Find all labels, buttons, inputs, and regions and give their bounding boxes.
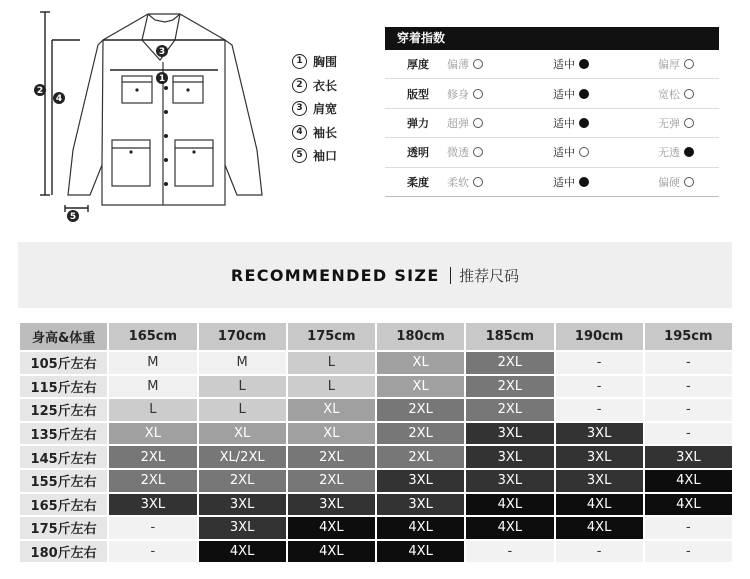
- fit-option-label: 适中: [553, 175, 575, 189]
- fit-option-label: 偏硬: [658, 175, 680, 189]
- fit-option-label: 无透: [658, 146, 680, 160]
- size-cell: 3XL: [199, 517, 286, 539]
- size-cell: 4XL: [645, 470, 732, 492]
- size-cell: 2XL: [377, 446, 464, 468]
- fit-option-label: 无弹: [658, 116, 680, 130]
- filled-circle-icon: [579, 177, 589, 187]
- table-row: [20, 541, 732, 563]
- fit-option-label: 宽松: [658, 87, 680, 101]
- size-cell: 3XL: [109, 494, 196, 516]
- empty-circle-icon: [473, 59, 483, 69]
- empty-circle-icon: [473, 147, 483, 157]
- size-cell: 2XL: [466, 352, 553, 374]
- svg-text:2: 2: [36, 86, 44, 96]
- size-cell: -: [466, 541, 553, 563]
- fit-option-label: 适中: [553, 58, 575, 72]
- svg-text:3: 3: [158, 47, 166, 57]
- fit-row: [385, 50, 719, 79]
- fit-index-title: 穿着指数: [385, 27, 719, 50]
- jacket-measurement-diagram: [0, 0, 300, 235]
- empty-circle-icon: [473, 118, 483, 128]
- fit-option: [553, 144, 589, 160]
- height-column-header: 165cm: [109, 323, 196, 350]
- empty-circle-icon: [579, 147, 589, 157]
- banner-divider: [450, 267, 452, 284]
- size-cell: M: [199, 352, 286, 374]
- weight-row-header: 145斤左右: [20, 446, 107, 468]
- table-row: [20, 423, 732, 445]
- legend-label: 衣长: [313, 78, 338, 93]
- fit-option: [447, 115, 483, 131]
- legend-number: 4: [292, 125, 307, 140]
- weight-row-header: 115斤左右: [20, 376, 107, 398]
- fit-option: [447, 86, 483, 102]
- size-cell: -: [556, 541, 643, 563]
- legend-number: 5: [292, 148, 307, 163]
- legend-label: 胸围: [313, 55, 338, 70]
- table-row: [20, 470, 732, 492]
- empty-circle-icon: [473, 89, 483, 99]
- size-cell: 4XL: [556, 494, 643, 516]
- height-column-header: 180cm: [377, 323, 464, 350]
- size-cell: 3XL: [556, 423, 643, 445]
- fit-option: [553, 56, 589, 72]
- legend-label: 袖口: [313, 149, 338, 164]
- filled-circle-icon: [684, 147, 694, 157]
- svg-text:5: 5: [69, 212, 77, 222]
- size-cell: -: [645, 423, 732, 445]
- fit-option: [553, 174, 589, 190]
- size-cell: 3XL: [377, 470, 464, 492]
- fit-option-label: 适中: [553, 146, 575, 160]
- size-cell: 3XL: [377, 494, 464, 516]
- recommended-size-banner: [18, 242, 732, 308]
- size-cell: -: [645, 399, 732, 421]
- fit-row: [385, 138, 719, 167]
- legend-item: [292, 97, 382, 121]
- size-cell: 4XL: [288, 541, 375, 563]
- fit-option-label: 偏厚: [658, 58, 680, 72]
- size-cell: XL: [109, 423, 196, 445]
- height-column-header: 175cm: [288, 323, 375, 350]
- size-cell: 4XL: [466, 494, 553, 516]
- size-cell: 2XL: [466, 376, 553, 398]
- size-cell: 3XL: [466, 470, 553, 492]
- table-row: [20, 399, 732, 421]
- table-row: [20, 446, 732, 468]
- empty-circle-icon: [684, 59, 694, 69]
- size-cell: 4XL: [466, 517, 553, 539]
- size-cell: -: [109, 541, 196, 563]
- size-cell: 2XL: [288, 470, 375, 492]
- size-cell: 4XL: [556, 517, 643, 539]
- filled-circle-icon: [579, 118, 589, 128]
- size-table-header: [20, 323, 732, 350]
- size-cell: 2XL: [288, 446, 375, 468]
- size-cell: L: [199, 376, 286, 398]
- fit-option-label: 偏薄: [447, 58, 469, 72]
- size-cell: 3XL: [556, 470, 643, 492]
- fit-option-label: 适中: [553, 87, 575, 101]
- table-row: [20, 517, 732, 539]
- fit-option: [658, 86, 694, 102]
- legend-item: [292, 121, 382, 145]
- size-cell: XL: [377, 352, 464, 374]
- size-cell: 3XL: [466, 423, 553, 445]
- size-cell: -: [645, 376, 732, 398]
- height-column-header: 185cm: [466, 323, 553, 350]
- height-column-header: 195cm: [645, 323, 732, 350]
- size-cell: 4XL: [645, 494, 732, 516]
- height-column-header: 190cm: [556, 323, 643, 350]
- fit-row: [385, 168, 719, 197]
- fit-attribute-label: 弹力: [407, 116, 429, 130]
- weight-row-header: 175斤左右: [20, 517, 107, 539]
- fit-index-panel: [385, 27, 719, 197]
- fit-row: [385, 79, 719, 108]
- size-cell: 3XL: [645, 446, 732, 468]
- size-cell: XL: [199, 423, 286, 445]
- fit-option-label: 微透: [447, 146, 469, 160]
- size-cell: 2XL: [377, 423, 464, 445]
- legend-label: 袖长: [313, 125, 338, 140]
- empty-circle-icon: [473, 177, 483, 187]
- fit-option: [658, 144, 694, 160]
- legend-number: 1: [292, 54, 307, 69]
- table-row: [20, 494, 732, 516]
- legend-number: 2: [292, 78, 307, 93]
- size-cell: 4XL: [199, 541, 286, 563]
- size-cell: 2XL: [466, 399, 553, 421]
- legend-label: 肩宽: [313, 102, 338, 117]
- size-cell: 3XL: [288, 494, 375, 516]
- size-cell: XL: [288, 399, 375, 421]
- size-recommendation-table: [18, 321, 734, 564]
- filled-circle-icon: [579, 59, 589, 69]
- size-cell: 2XL: [377, 399, 464, 421]
- size-cell: 2XL: [109, 470, 196, 492]
- weight-row-header: 125斤左右: [20, 399, 107, 421]
- weight-row-header: 135斤左右: [20, 423, 107, 445]
- fit-option-label: 修身: [447, 87, 469, 101]
- size-cell: 3XL: [199, 494, 286, 516]
- fit-row: [385, 109, 719, 138]
- legend-item: [292, 74, 382, 98]
- weight-row-header: 180斤左右: [20, 541, 107, 563]
- fit-attribute-label: 版型: [407, 87, 429, 101]
- size-cell: 3XL: [466, 446, 553, 468]
- size-cell: -: [556, 399, 643, 421]
- table-row: [20, 352, 732, 374]
- size-cell: 4XL: [377, 541, 464, 563]
- size-cell: -: [645, 541, 732, 563]
- size-cell: -: [556, 376, 643, 398]
- size-cell: 2XL: [109, 446, 196, 468]
- size-cell: -: [645, 517, 732, 539]
- size-cell: 4XL: [377, 517, 464, 539]
- legend-item: [292, 50, 382, 74]
- fit-attribute-label: 厚度: [407, 58, 429, 72]
- fit-option: [658, 56, 694, 72]
- size-cell: M: [109, 376, 196, 398]
- size-cell: XL: [288, 423, 375, 445]
- size-cell: L: [288, 352, 375, 374]
- height-column-header: 170cm: [199, 323, 286, 350]
- svg-text:4: 4: [55, 94, 63, 104]
- fit-option: [447, 144, 483, 160]
- size-cell: 2XL: [199, 470, 286, 492]
- fit-option: [658, 115, 694, 131]
- svg-text:1: 1: [158, 74, 166, 84]
- fit-attribute-label: 透明: [407, 146, 429, 160]
- fit-option: [658, 174, 694, 190]
- fit-option: [447, 174, 483, 190]
- weight-row-header: 165斤左右: [20, 494, 107, 516]
- table-row: [20, 376, 732, 398]
- size-cell: L: [288, 376, 375, 398]
- weight-row-header: 105斤左右: [20, 352, 107, 374]
- empty-circle-icon: [684, 89, 694, 99]
- fit-option-label: 适中: [553, 116, 575, 130]
- weight-row-header: 155斤左右: [20, 470, 107, 492]
- legend-number: 3: [292, 101, 307, 116]
- legend-item: [292, 144, 382, 168]
- size-cell: -: [556, 352, 643, 374]
- fit-option: [553, 86, 589, 102]
- banner-title-en: RECOMMENDED SIZE: [230, 265, 440, 285]
- size-table-corner-header: 身高&体重: [20, 323, 107, 350]
- banner-title-cn: 推荐尺码: [459, 266, 520, 285]
- empty-circle-icon: [684, 177, 694, 187]
- size-cell: -: [645, 352, 732, 374]
- size-cell: L: [109, 399, 196, 421]
- size-cell: 3XL: [556, 446, 643, 468]
- empty-circle-icon: [684, 118, 694, 128]
- fit-option-label: 柔软: [447, 175, 469, 189]
- fit-option-label: 超弹: [447, 116, 469, 130]
- size-cell: 4XL: [288, 517, 375, 539]
- size-cell: XL/2XL: [199, 446, 286, 468]
- measurement-legend: [292, 50, 382, 168]
- filled-circle-icon: [579, 89, 589, 99]
- size-cell: -: [109, 517, 196, 539]
- fit-attribute-label: 柔度: [407, 175, 429, 189]
- size-cell: L: [199, 399, 286, 421]
- size-cell: XL: [377, 376, 464, 398]
- size-cell: M: [109, 352, 196, 374]
- fit-option: [553, 115, 589, 131]
- fit-option: [447, 56, 483, 72]
